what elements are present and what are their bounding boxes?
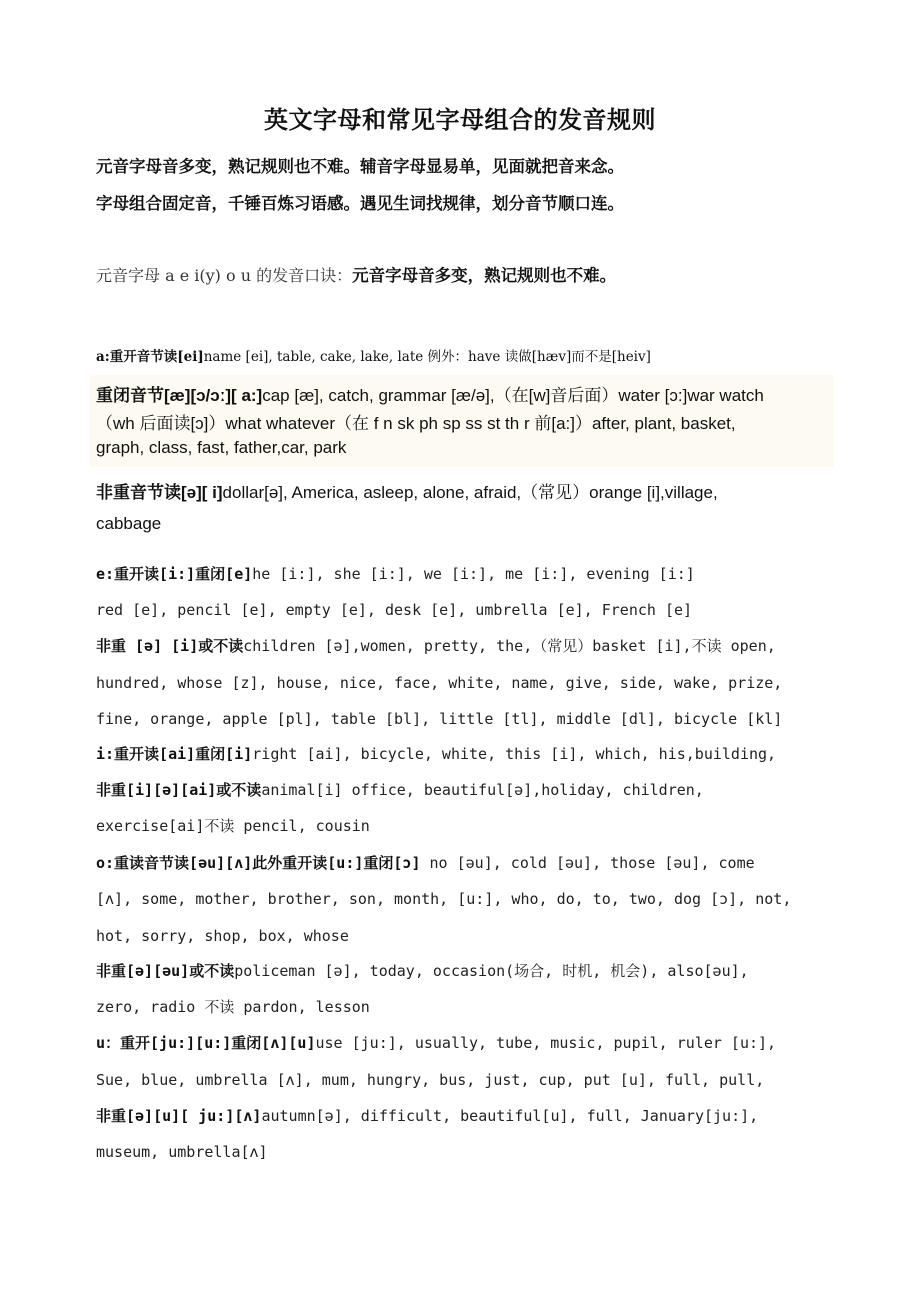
a-unstressed-text: dollar[ə], America, asleep, alone, afraid,（常见）orange [i],village, — [222, 483, 718, 502]
e-rule-text: he [i:], she [i:], we [i:], me [i:], evening [i:] — [252, 565, 695, 583]
e-rule-line-1 — [96, 563, 860, 584]
o-unstressed-line-2: zero, radio 不读 pardon, lesson — [96, 998, 370, 1016]
u-unstressed-text: autumn[ə], difficult, beautiful[u], full, January[ju:], — [261, 1107, 759, 1125]
i-unstressed-line-2: exercise[ai]不读 pencil, cousin — [96, 817, 370, 835]
i-unstressed-text: animal[i] office, beautiful[ə],holiday, children, — [261, 781, 704, 799]
page-title: 英文字母和常见字母组合的发音规则 — [264, 106, 656, 134]
o-rule-text: no [əu], cold [əu], those [əu], come — [420, 854, 755, 872]
a-rule-line-1 — [96, 345, 860, 365]
u-rule-text: use [ju:], usually, tube, music, pupil, ruler [u:], — [315, 1034, 777, 1052]
u-rule-line-2: Sue, blue, umbrella [ʌ], mum, hungry, bus, just, cup, put [u], full, pull, — [96, 1071, 765, 1089]
a-closed-line-2: （wh 后面读[ɔ]）what whatever（在 f n sk ph sp ss st th r 前[a:]）after, plant, basket, — [96, 414, 736, 433]
e-rule-line-2: red [e], pencil [e], empty [e], desk [e], umbrella [e], French [e] — [96, 601, 693, 619]
i-unstressed-line-1 — [96, 779, 860, 800]
a-unstressed-head: 非重音节读[ə][ i] — [96, 483, 223, 502]
i-unstressed-head: 非重[i][ə][ai]或不读 — [96, 781, 262, 799]
e-unstressed-text: children [ə],women, pretty, the,（常见）basket [i],不读 open, — [243, 637, 776, 655]
u-unstressed-line-2: museum, umbrella[ʌ] — [96, 1143, 268, 1161]
i-rule-text: right [ai], bicycle, white, this [i], which, his,building, — [252, 745, 777, 763]
a-closed-head: 重闭音节[æ][ɔ/ɔː][ a:] — [96, 386, 263, 405]
o-rule-line-3: hot, sorry, shop, box, whose — [96, 927, 349, 945]
a-rule-head: a:重开音节读[ei] — [96, 349, 204, 365]
verse-bold: 元音字母音多变，熟记规则也不难。 — [352, 266, 617, 285]
o-unstressed-head: 非重[ə][əu]或不读 — [96, 962, 235, 980]
a-closed-text: cap [æ], catch, grammar [æ/ə],（在[w]音后面）water [ɔ:]war watch — [262, 386, 764, 405]
i-rule-head: i:重开读[ai]重闭[i] — [96, 745, 253, 763]
a-unstressed-line-2: cabbage — [96, 514, 162, 533]
e-unstressed-line-3: fine, orange, apple [pl], table [bl], little [tl], middle [dl], bicycle [kl] — [96, 710, 783, 728]
e-unstressed-line-2: hundred, whose [z], house, nice, face, white, name, give, side, wake, prize, — [96, 674, 783, 692]
e-unstressed-line-1 — [96, 635, 860, 656]
e-rule-head: e:重开读[i:]重闭[e] — [96, 565, 253, 583]
a-unstressed-line-1 — [96, 478, 860, 503]
u-rule-line-1 — [96, 1032, 860, 1053]
a-closed-line-1 — [96, 381, 860, 406]
i-rule-line-1 — [96, 743, 860, 764]
verse-lead: 元音字母 a e i(y) o u 的发音口诀： — [96, 266, 353, 285]
intro-line-1: 元音字母音多变，熟记规则也不难。辅音字母显易单，见面就把音来念。 — [96, 157, 624, 176]
e-unstressed-head: 非重 [ə] [i]或不读 — [96, 637, 244, 655]
a-closed-line-3: graph, class, fast, father,car, park — [96, 438, 347, 457]
o-unstressed-line-1 — [96, 960, 860, 981]
u-unstressed-head: 非重[ə][u][ ju:][ʌ] — [96, 1107, 262, 1125]
verse-line — [96, 262, 860, 286]
intro-line-2: 字母组合固定音，千锤百炼习语感。遇见生词找规律，划分音节顺口连。 — [96, 194, 624, 213]
u-unstressed-line-1 — [96, 1105, 860, 1126]
u-rule-head: u：重开[ju:][u:]重闭[ʌ][u] — [96, 1034, 316, 1052]
a-rule-text: name [ei], table, cake, lake, late 例外：have 读做[hæv]而不是[heiv] — [203, 349, 651, 365]
o-rule-line-2: [ʌ], some, mother, brother, son, month, [u:], who, do, to, two, dog [ɔ], not, — [96, 890, 792, 908]
o-rule-head: o:重读音节读[əu][ʌ]此外重开读[u:]重闭[ɔ] — [96, 854, 421, 872]
o-unstressed-text: policeman [ə], today, occasion(场合, 时机, 机会), also[əu], — [234, 962, 749, 980]
o-rule-line-1 — [96, 852, 860, 873]
